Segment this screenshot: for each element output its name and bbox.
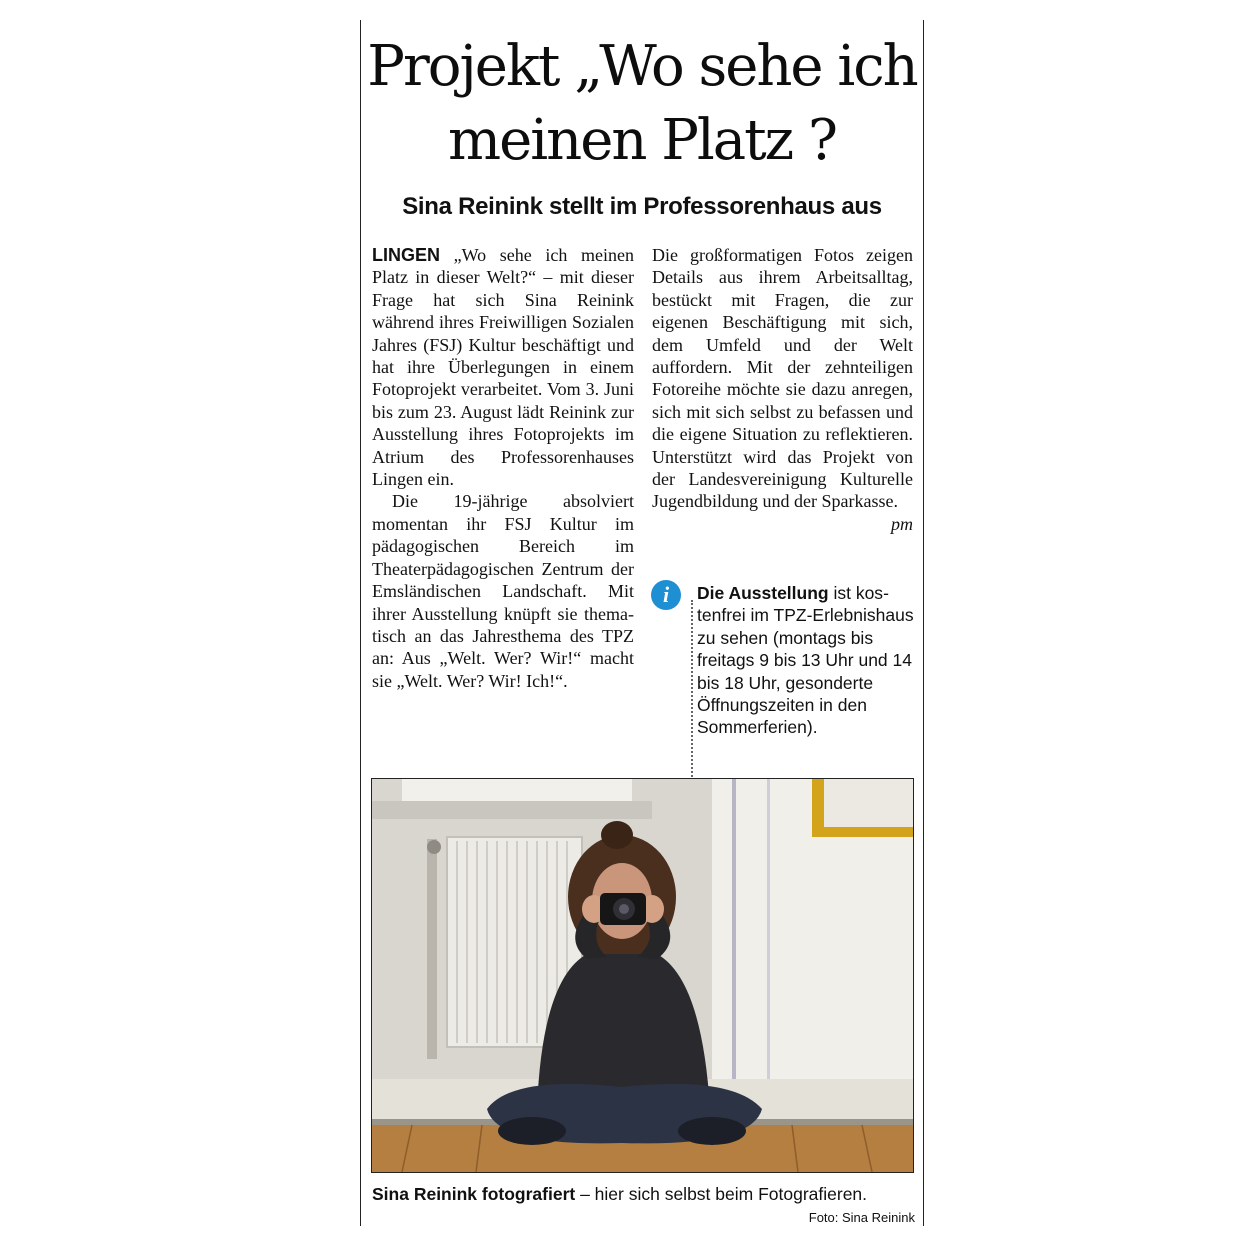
info-title: Die Ausstellung	[697, 583, 829, 603]
info-text	[697, 582, 915, 739]
caption-text: – hier sich selbst beim Fotografieren.	[575, 1184, 868, 1204]
paragraph-2: Die 19-jährige absolviert momentan ihr FSJ Kultur im pädagogischen Bereich im Theaterpädagogischen Zentrum der Emsländischen Landschaft. Mit ihrer Ausstellung knüpft sie thematisch an das Jahresthema des TPZ an: Aus „Welt. Wer? Wir!“ macht sie „Welt. Wer? Wir! Ich!“.	[372, 491, 634, 691]
headline-line-1: Projekt „Wo sehe ich	[367, 34, 917, 99]
column-left	[372, 244, 634, 692]
paragraph-1	[372, 244, 634, 490]
newspaper-article	[360, 20, 924, 1226]
headline-line-2: meinen Platz ?	[447, 108, 837, 173]
photo-caption	[372, 1183, 914, 1205]
info-body: ist kostenfrei im TPZ-Erlebnishaus zu sehen (montags bis freitags 9 bis 13 Uhr und 14 bis 18 Uhr, gesonderte Öffnungszeiten in den Sommerferien).	[697, 583, 914, 738]
headline	[361, 30, 923, 178]
info-icon: i	[651, 580, 681, 610]
info-box	[651, 580, 913, 780]
column-right	[652, 244, 913, 535]
caption-title: Sina Reinink fotografiert	[372, 1184, 576, 1204]
author-signature: pm	[891, 513, 913, 534]
dateline: LINGEN	[372, 245, 441, 265]
photo-illustration	[372, 779, 913, 1172]
info-divider	[691, 600, 693, 780]
subheadline: Sina Reinink stellt im Professorenhaus aus	[402, 193, 882, 220]
article-photo	[371, 778, 914, 1173]
paragraph-1-text: „Wo sehe ich meinen Platz in dieser Welt?“ – mit dieser Frage hat sich Sina Reinink während ihres Freiwilligen Sozialen Jahres (FSJ) Kultur beschäftigt und hat ihre Überlegungen in einem Fotoprojekt verarbeitet. Vom 3. Juni bis zum 23. August lädt Reinink zur Ausstellung ihres Fotoprojekts im Atrium des Professorenhauses Lingen ein.	[372, 245, 634, 490]
paragraph-3: Die großformatigen Fotos zeigen Details aus ihrem Arbeitsalltag, bestückt mit Fragen, die zur eigenen Beschäftigung mit sich, dem Umfeld und der Welt auffordern. Mit der zehnteiligen Fotoreihe möchte sie dazu anregen, sich mit sich selbst zu befassen und die eigene Situation zu reflektieren. Unterstützt wird das Projekt von der Landesvereinigung Kulturelle Jugendbildung und der Sparkasse.	[652, 245, 913, 512]
photo-credit: Foto: Sina Reinink	[808, 1210, 915, 1225]
